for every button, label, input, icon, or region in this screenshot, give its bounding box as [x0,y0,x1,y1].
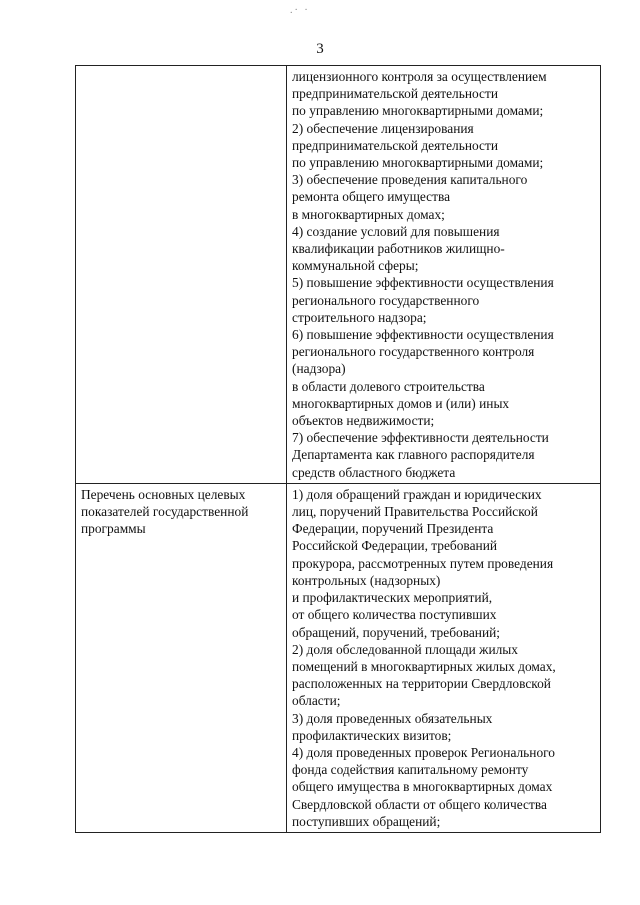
content-line: 2) обеспечение лицензирования [292,120,474,136]
content-line: от общего количества поступивших [292,607,497,623]
program-passport-table [75,65,601,833]
content-line: 4) доля проведенных проверок Регионального [292,744,556,760]
content-line: коммунальной сферы; [292,258,419,274]
label-line: программы [81,521,146,537]
content-line: объектов недвижимости; [292,413,435,429]
content-line: 7) обеспечение эффективности деятельности [292,430,549,446]
content-line: расположенных на территории Свердловской [292,676,551,692]
row-content-cell [287,66,601,484]
row-label-cell [76,483,287,832]
table-row-tasks [76,66,601,484]
content-line: прокурора, рассмотренных путем проведения [292,555,554,571]
content-line: многоквартирных домов и (или) иных [292,395,510,411]
content-line: в многоквартирных домах; [292,206,445,222]
page-number: 3 [316,41,324,57]
content-line: 2) доля обследованной площади жилых [292,641,518,657]
content-line: области; [292,693,341,709]
content-line: квалификации работников жилищно- [292,241,505,257]
content-line: по управлению многоквартирными домами; [292,103,544,119]
content-line: по управлению многоквартирными домами; [292,155,544,171]
scan-marks: .· · [290,5,310,16]
content-line: фонда содействия капитальному ремонту [292,762,529,778]
content-line: строительного надзора; [292,309,427,325]
content-line: в области долевого строительства [292,378,485,394]
content-line: регионального государственного [292,292,480,308]
content-line: регионального государственного контроля [292,344,535,360]
content-line: поступивших обращений; [292,813,441,829]
content-line: (надзора) [292,361,346,377]
content-line: 3) доля проведенных обязательных [292,710,493,726]
content-line: Свердловской области от общего количества [292,796,547,812]
content-line: 4) создание условий для повышения [292,223,500,239]
content-line: профилактических визитов; [292,727,452,743]
content-line: предпринимательской деятельности [292,137,498,153]
content-line: и профилактических мероприятий, [292,590,493,606]
content-line: лиц, поручений Правительства Российской [292,504,538,520]
row-content-cell [287,483,601,832]
content-line: Департамента как главного распорядителя [292,447,535,463]
content-line: средств областного бюджета [292,464,456,480]
content-line: помещений в многоквартирных жилых домах, [292,658,556,674]
content-line: предпринимательской деятельности [292,86,498,102]
label-line: показателей государственной [81,504,249,520]
content-line: 6) повышение эффективности осуществления [292,327,554,343]
content-line: Федерации, поручений Президента [292,521,494,537]
content-line: общего имущества в многоквартирных домах [292,779,553,795]
row-label-cell [76,66,287,484]
content-line: ремонта общего имущества [292,189,451,205]
content-line: 5) повышение эффективности осуществления [292,275,554,291]
content-line: 1) доля обращений граждан и юридических [292,486,542,502]
table-row-target-indicators [76,483,601,832]
content-line: Российской Федерации, требований [292,538,498,554]
content-line: 3) обеспечение проведения капитального [292,172,528,188]
content-line: контрольных (надзорных) [292,572,441,588]
label-line: Перечень основных целевых [81,486,246,502]
content-line: обращений, поручений, требований; [292,624,501,640]
content-line: лицензионного контроля за осуществлением [292,69,547,84]
